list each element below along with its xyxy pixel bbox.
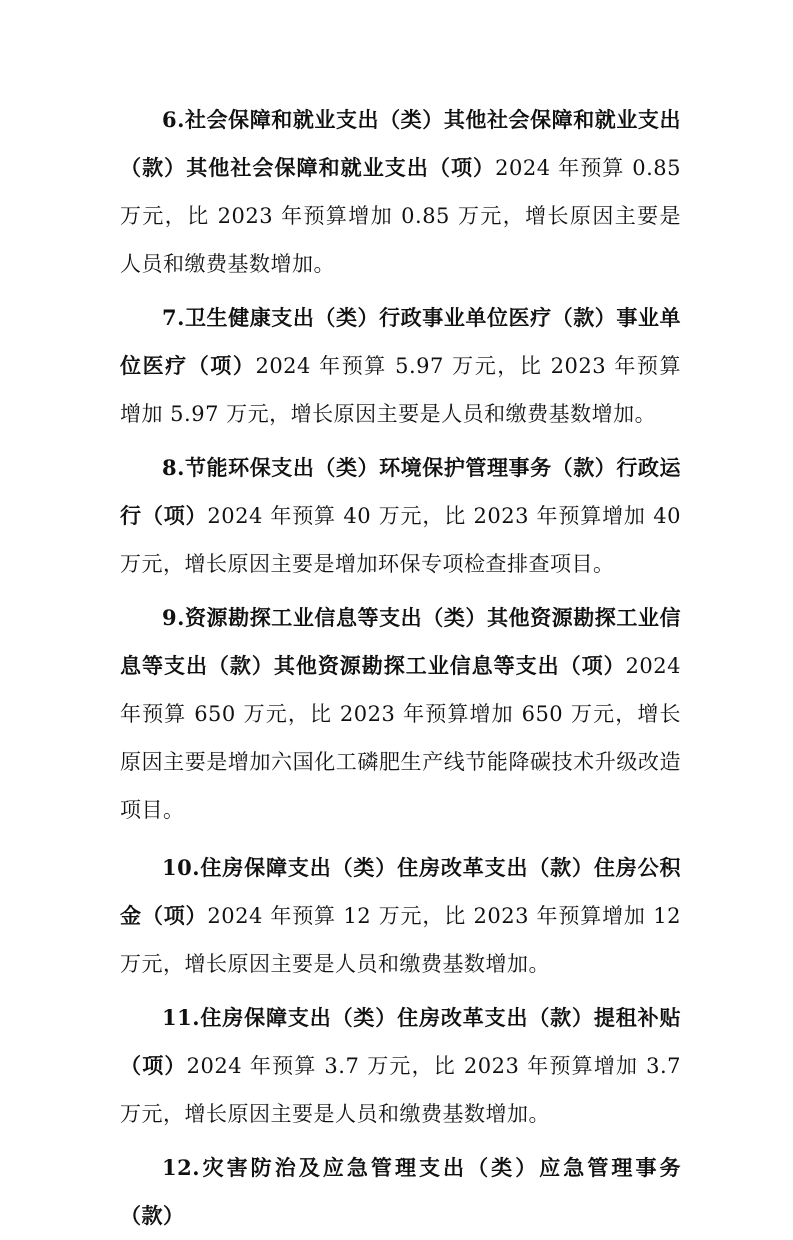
item-11-heading: 11.住房保障支出（类）住房改革支出（款）提租补贴（项） (120, 1005, 681, 1078)
item-10-heading: 10.住房保障支出（类）住房改革支出（款）住房公积金（项） (120, 855, 681, 928)
item-9-heading: 9.资源勘探工业信息等支出（类）其他资源勘探工业信息等支出（款）其他资源勘探工业信息等支出（项） (120, 605, 681, 678)
paragraph-item-6 (120, 96, 681, 288)
paragraph-item-8 (120, 444, 681, 588)
paragraph-item-12 (120, 1144, 681, 1240)
paragraph-item-11 (120, 994, 681, 1138)
paragraph-item-10 (120, 844, 681, 988)
item-7-heading: 7.卫生健康支出（类）行政事业单位医疗（款）事业单位医疗（项） (120, 305, 681, 378)
item-8-body: 2024 年预算 40 万元，比 2023 年预算增加 40 万元，增长原因主要是增加环保专项检查排查项目。 (120, 504, 681, 576)
paragraph-item-7 (120, 294, 681, 438)
paragraph-item-9 (120, 594, 681, 834)
item-9-body: 2024 年预算 650 万元，比 2023 年预算增加 650 万元，增长原因主要是增加六国化工磷肥生产线节能降碳技术升级改造项目。 (120, 654, 681, 822)
item-8-heading: 8.节能环保支出（类）环境保护管理事务（款）行政运行（项） (120, 455, 681, 528)
item-11-body: 2024 年预算 3.7 万元，比 2023 年预算增加 3.7 万元，增长原因主要是人员和缴费基数增加。 (120, 1054, 681, 1126)
item-6-heading: 6.社会保障和就业支出（类）其他社会保障和就业支出（款）其他社会保障和就业支出（项） (120, 107, 681, 180)
item-7-body: 2024 年预算 5.97 万元，比 2023 年预算增加 5.97 万元，增长原因主要是人员和缴费基数增加。 (120, 354, 682, 426)
item-12-heading: 12.灾害防治及应急管理支出（类）应急管理事务（款） (120, 1155, 681, 1228)
item-10-body: 2024 年预算 12 万元，比 2023 年预算增加 12 万元，增长原因主要是人员和缴费基数增加。 (120, 904, 681, 976)
item-6-body: 2024 年预算 0.85 万元，比 2023 年预算增加 0.85 万元，增长原因主要是人员和缴费基数增加。 (120, 156, 681, 276)
